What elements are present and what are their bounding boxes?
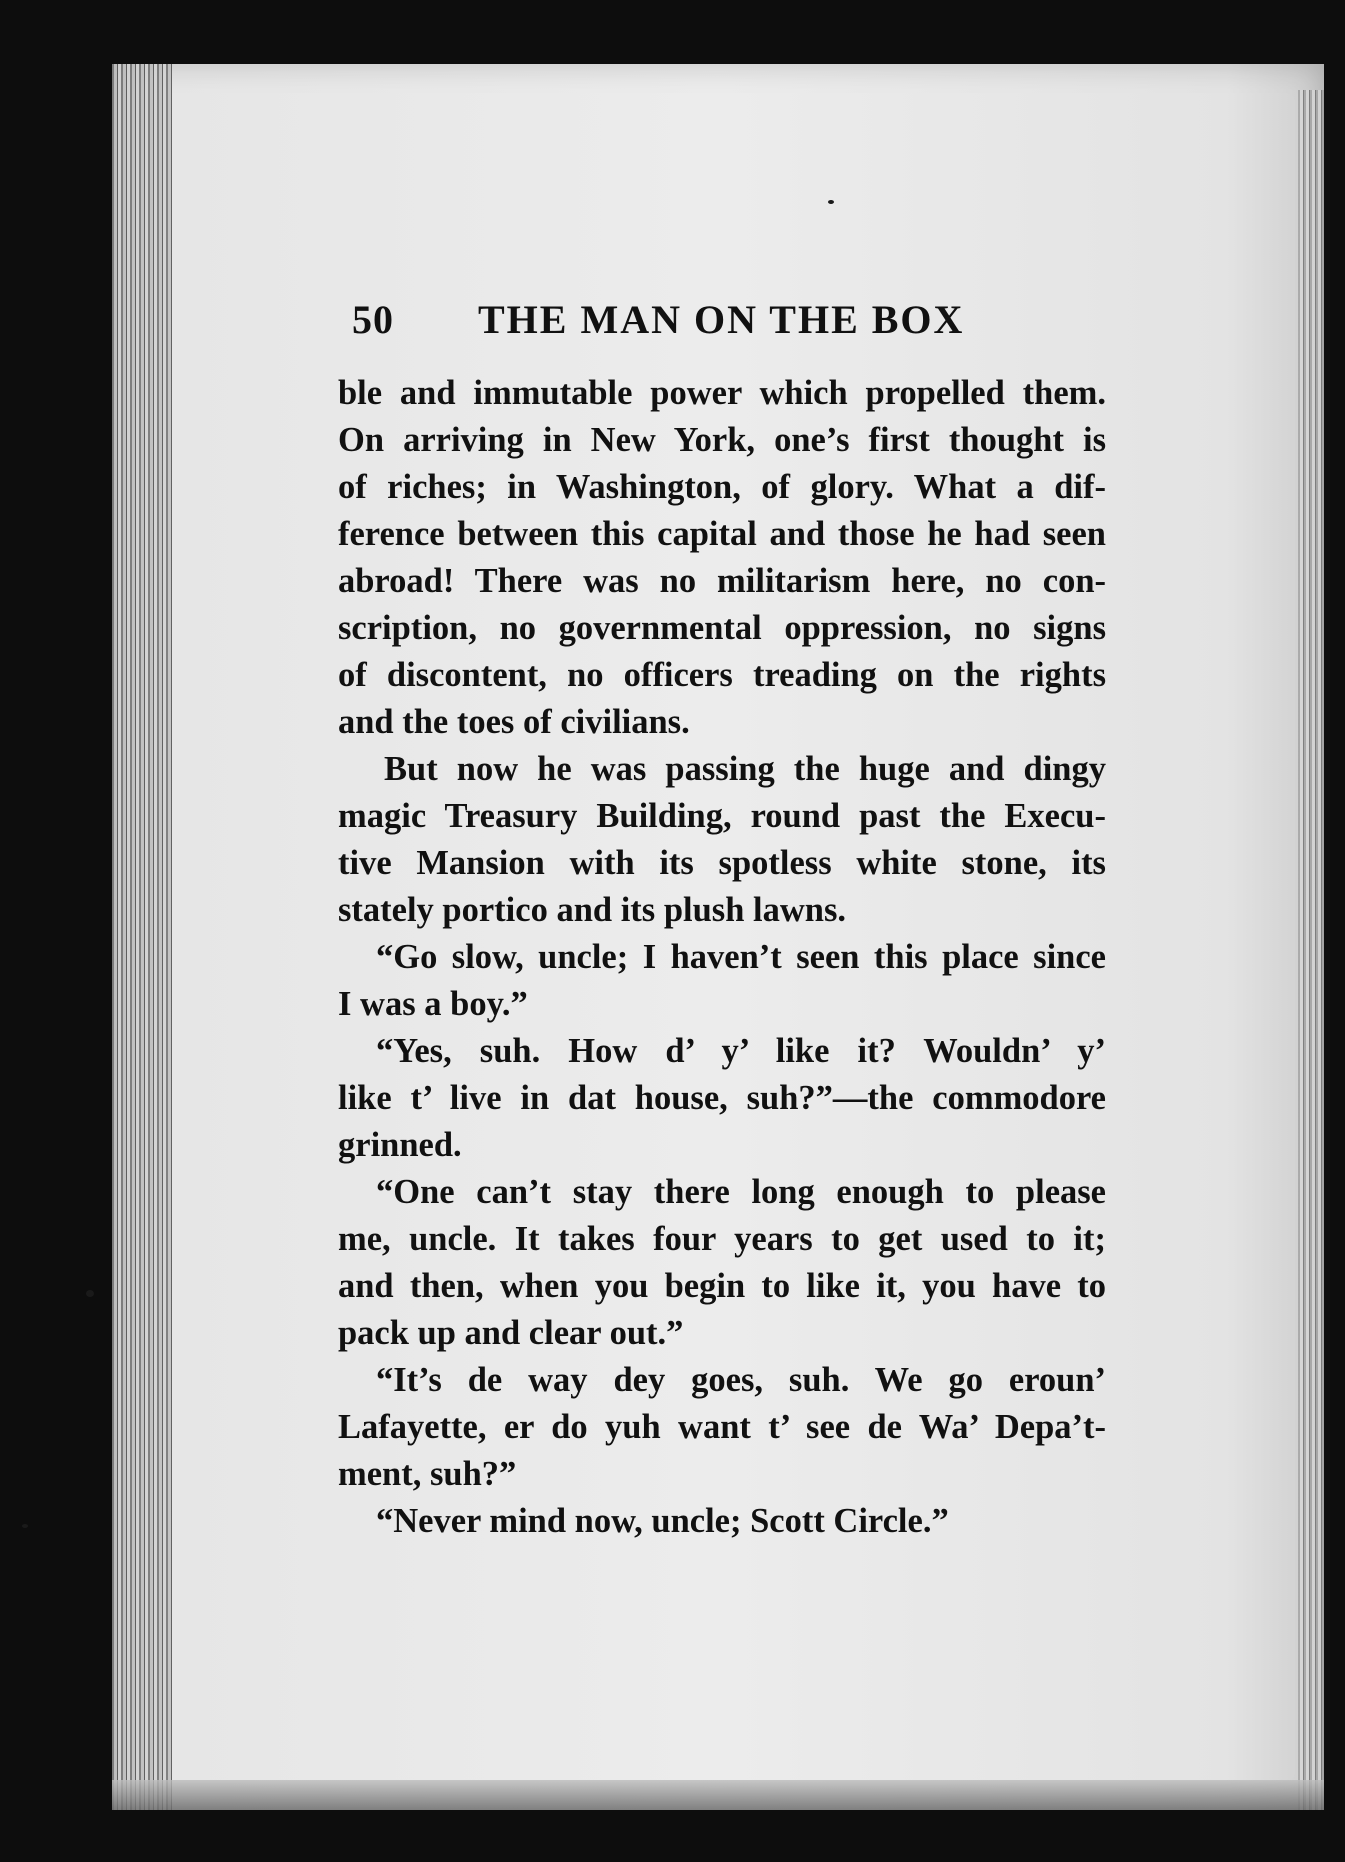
- text-line: grinned.: [338, 1126, 462, 1164]
- text-line: ble and immutable power which propelled them.: [338, 374, 1106, 412]
- running-header: [352, 296, 1112, 346]
- text-line: of discontent, no officers treading on the rights: [338, 656, 1106, 694]
- text-line: “Yes, suh. How d’ y’ like it? Wouldn’ y’: [376, 1032, 1106, 1070]
- text-line: of riches; in Washington, of glory. What a dif-: [338, 468, 1106, 506]
- page-edges-right: [1298, 90, 1324, 1810]
- text-line: like t’ live in dat house, suh?”—the commodore: [338, 1079, 1106, 1117]
- text-line: ference between this capital and those he had seen: [338, 515, 1106, 553]
- page-number: 50: [352, 297, 394, 342]
- text-line: “Go slow, uncle; I haven’t seen this place since: [376, 938, 1106, 976]
- text-line: But now he was passing the huge and dingy: [384, 750, 1106, 788]
- text-line: “Never mind now, uncle; Scott Circle.”: [376, 1502, 949, 1540]
- text-line: me, uncle. It takes four years to get used to it;: [338, 1220, 1106, 1258]
- text-line: “It’s de way dey goes, suh. We go eroun’: [376, 1361, 1106, 1399]
- text-line: Lafayette, er do yuh want t’ see de Wa’ Depa’t-: [338, 1408, 1106, 1446]
- running-title: THE MAN ON THE BOX: [478, 297, 965, 342]
- text-line: ment, suh?”: [338, 1455, 517, 1493]
- page-edge-bottom: [112, 1780, 1324, 1810]
- text-line: abroad! There was no militarism here, no con-: [338, 562, 1106, 600]
- text-line: tive Mansion with its spotless white stone, its: [338, 844, 1106, 882]
- text-line: scription, no governmental oppression, no signs: [338, 609, 1106, 647]
- dust-speck: [86, 1290, 94, 1297]
- text-line: and then, when you begin to like it, you have to: [338, 1267, 1106, 1305]
- body-text: [338, 370, 1106, 1545]
- dust-speck: [828, 200, 834, 204]
- text-line: On arriving in New York, one’s first thought is: [338, 421, 1106, 459]
- text-line: “One can’t stay there long enough to please: [376, 1173, 1106, 1211]
- text-line: I was a boy.”: [338, 985, 528, 1023]
- page-edges-left: [112, 64, 172, 1810]
- dust-speck: [22, 1524, 28, 1528]
- text-line: and the toes of civilians.: [338, 703, 690, 741]
- text-line: magic Treasury Building, round past the Execu-: [338, 797, 1106, 835]
- text-line: pack up and clear out.”: [338, 1314, 684, 1352]
- text-line: stately portico and its plush lawns.: [338, 891, 846, 929]
